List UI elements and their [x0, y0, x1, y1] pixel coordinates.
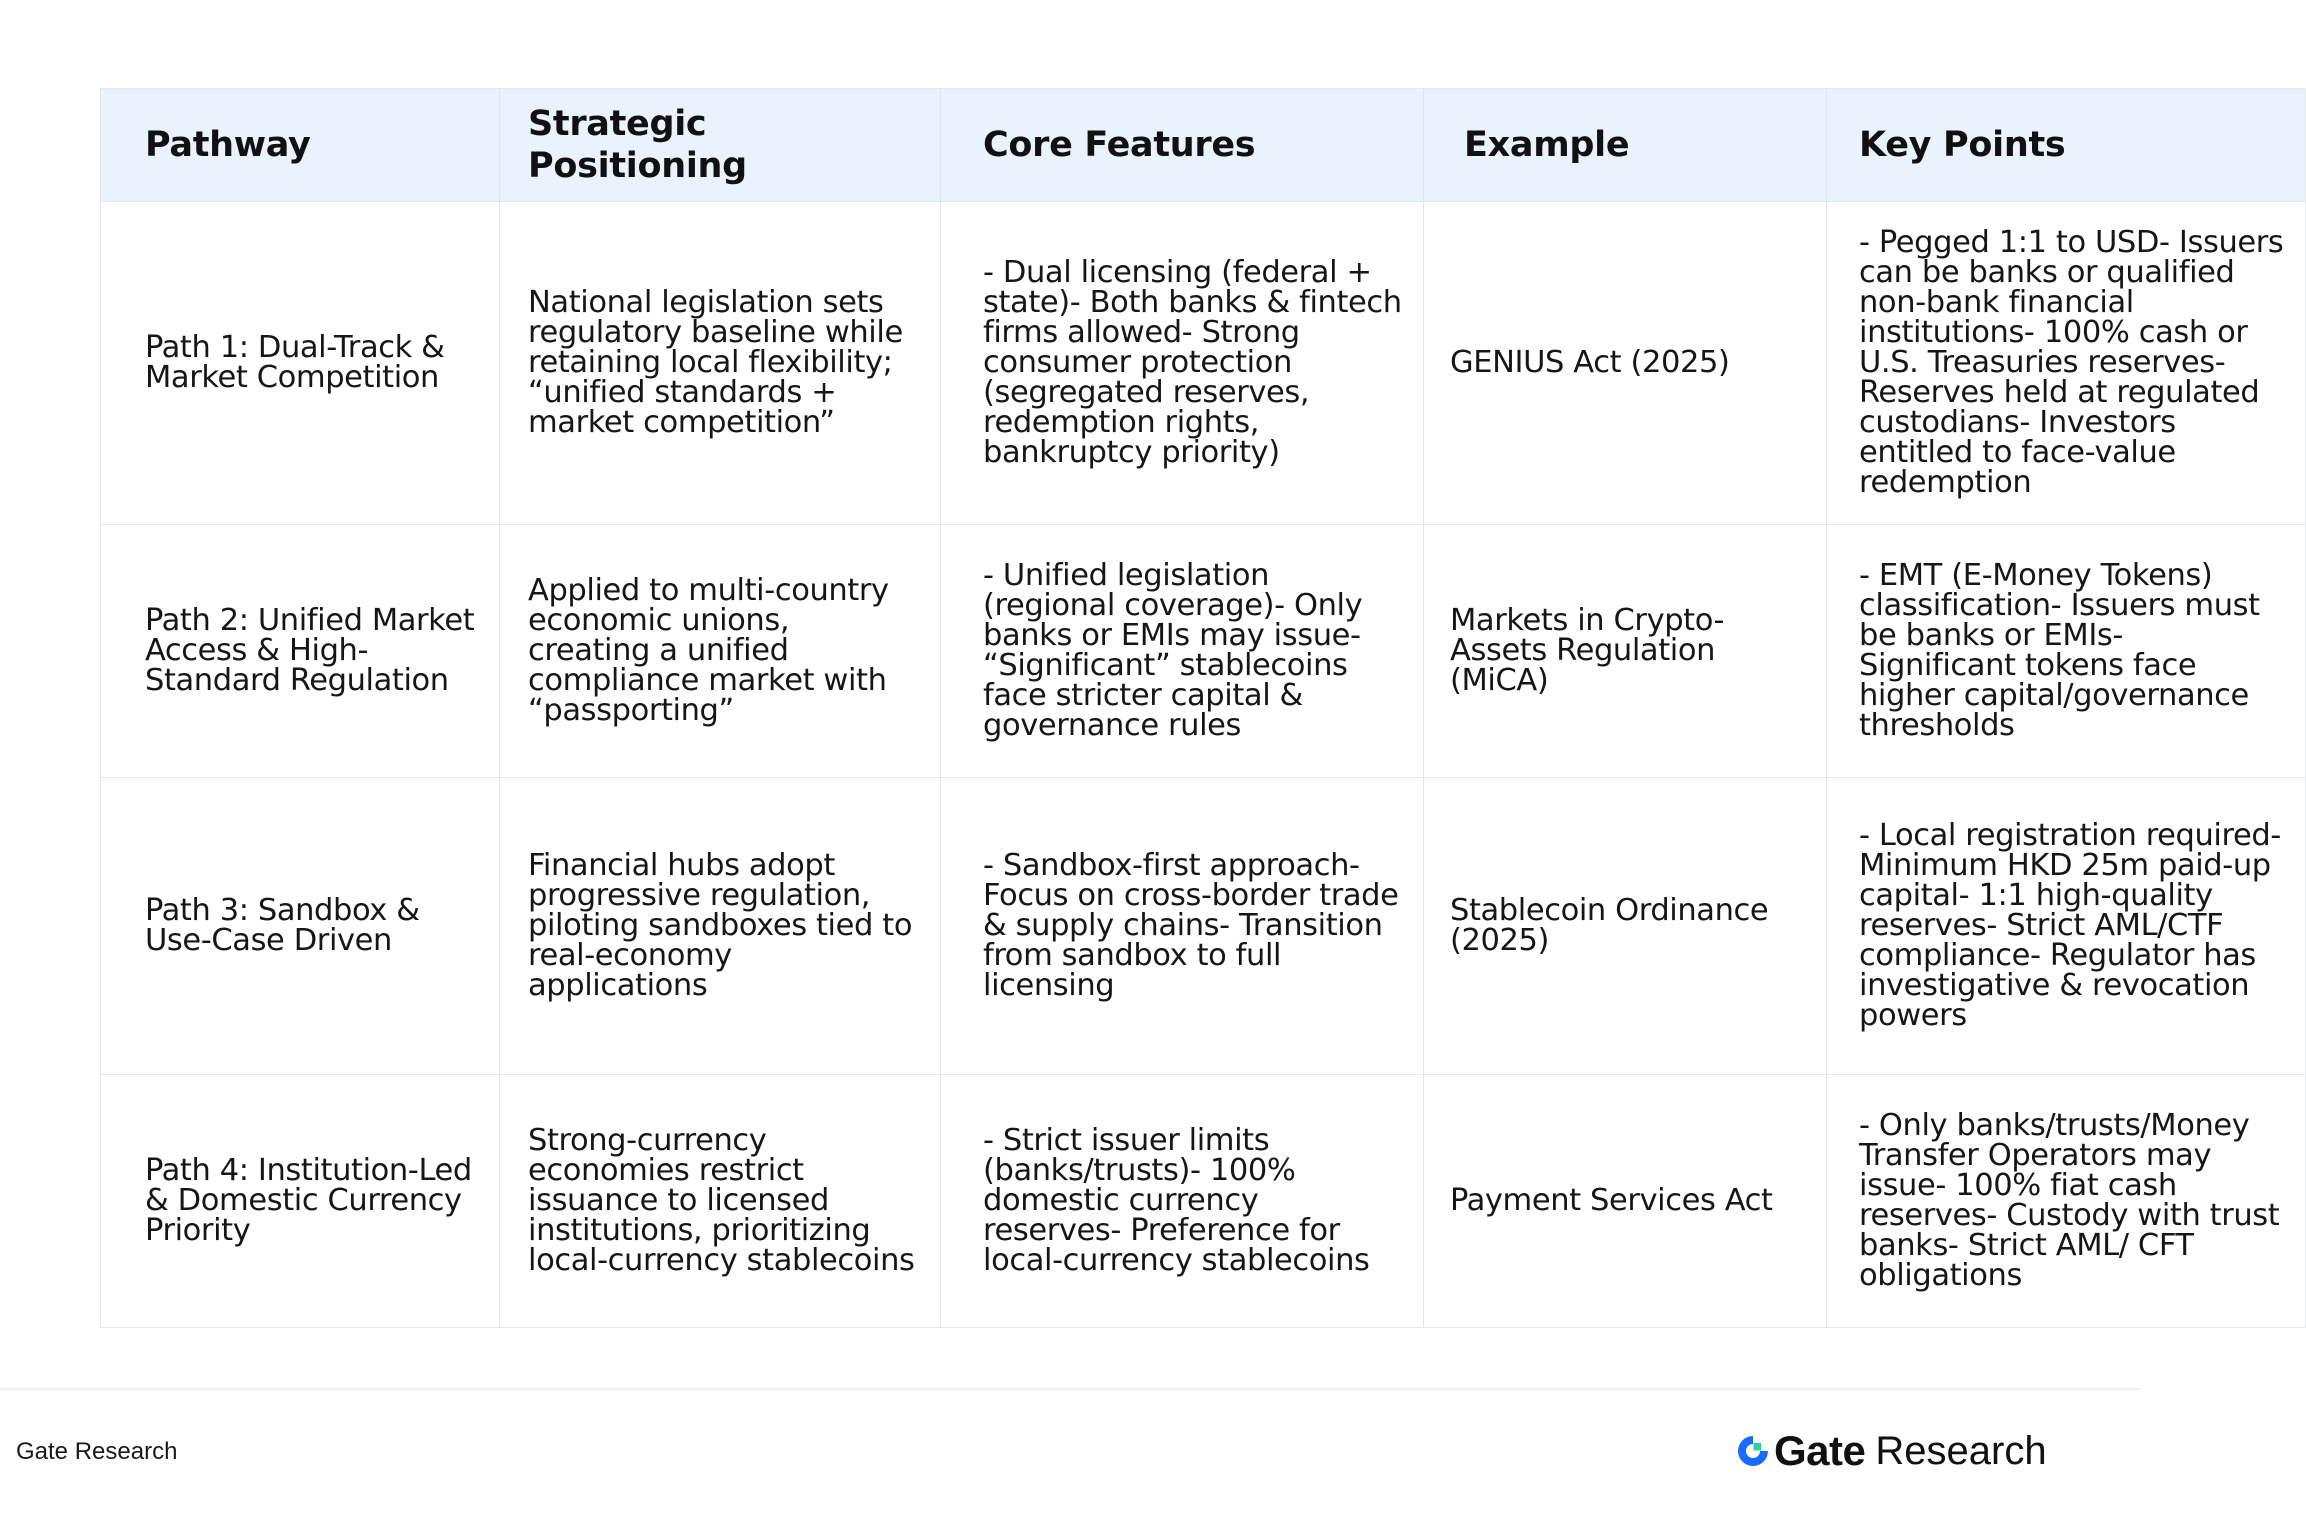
cell-core-features: - Unified legislation (regional coverage)- Only banks or EMIs may issue- “Significant” stablecoins face stricter capital & governance rules	[941, 525, 1424, 778]
table-body	[101, 202, 2306, 1328]
cell-key-points: - Local registration required- Minimum HKD 25m paid-up capital- 1:1 high-quality reserves- Strict AML/CTF compliance- Regulator has investigative & revocation powers	[1827, 778, 2306, 1075]
table-header	[101, 89, 2306, 202]
cell-strategic-positioning: Strong-currency economies restrict issuance to licensed institutions, prioritizing local-currency stablecoins	[500, 1075, 941, 1328]
table-header-row	[101, 89, 2306, 202]
footer-brand-logo	[1736, 1426, 2047, 1476]
table-row	[101, 525, 2306, 778]
cell-core-features: - Strict issuer limits (banks/trusts)- 100% domestic currency reserves- Preference for local-currency stablecoins	[941, 1075, 1424, 1328]
cell-strategic-positioning: National legislation sets regulatory baseline while retaining local flexibility; “unified standards + market competition”	[500, 202, 941, 525]
cell-key-points: - Pegged 1:1 to USD- Issuers can be banks or qualified non-bank financial institutions- 100% cash or U.S. Treasuries reserves- Reserves held at regulated custodians- Investors entitled to face-value redemption	[1827, 202, 2306, 525]
table-row	[101, 1075, 2306, 1328]
header-core-features: Core Features	[941, 89, 1424, 202]
footer-source-label: Gate Research	[16, 1438, 178, 1465]
cell-strategic-positioning: Financial hubs adopt progressive regulation, piloting sandboxes tied to real-economy applications	[500, 778, 941, 1075]
cell-example: Payment Services Act	[1424, 1075, 1827, 1328]
cell-strategic-positioning: Applied to multi-country economic unions, creating a unified compliance market with “passporting”	[500, 525, 941, 778]
footer-divider	[0, 1388, 2140, 1390]
stablecoin-regulation-pathways-table	[100, 88, 2306, 1328]
header-strategic-positioning: Strategic Positioning	[500, 89, 941, 202]
cell-example: Markets in Crypto-Assets Regulation (MiCA)	[1424, 525, 1827, 778]
cell-key-points: - EMT (E-Money Tokens) classification- Issuers must be banks or EMIs- Significant tokens face higher capital/governance thresholds	[1827, 525, 2306, 778]
header-example: Example	[1424, 89, 1827, 202]
cell-pathway: Path 1: Dual-Track & Market Competition	[101, 202, 500, 525]
cell-example: Stablecoin Ordinance (2025)	[1424, 778, 1827, 1075]
cell-example: GENIUS Act (2025)	[1424, 202, 1827, 525]
cell-core-features: - Sandbox-first approach- Focus on cross-border trade & supply chains- Transition from sandbox to full licensing	[941, 778, 1424, 1075]
brand-gate-text: Gate	[1774, 1427, 1866, 1474]
table-row	[101, 202, 2306, 525]
gate-logo-icon	[1736, 1434, 1770, 1468]
table-row	[101, 778, 2306, 1075]
cell-core-features: - Dual licensing (federal + state)- Both banks & fintech firms allowed- Strong consumer protection (segregated reserves, redemption rights, bankruptcy priority)	[941, 202, 1424, 525]
brand-research-text: Research	[1875, 1428, 2047, 1473]
cell-key-points: - Only banks/trusts/Money Transfer Operators may issue- 100% fiat cash reserves- Custody with trust banks- Strict AML/ CFT obligations	[1827, 1075, 2306, 1328]
cell-pathway: Path 3: Sandbox & Use-Case Driven	[101, 778, 500, 1075]
header-pathway: Pathway	[101, 89, 500, 202]
cell-pathway: Path 4: Institution-Led & Domestic Currency Priority	[101, 1075, 500, 1328]
header-key-points: Key Points	[1827, 89, 2306, 202]
comparison-table-container	[100, 88, 2284, 1328]
cell-pathway: Path 2: Unified Market Access & High-Standard Regulation	[101, 525, 500, 778]
